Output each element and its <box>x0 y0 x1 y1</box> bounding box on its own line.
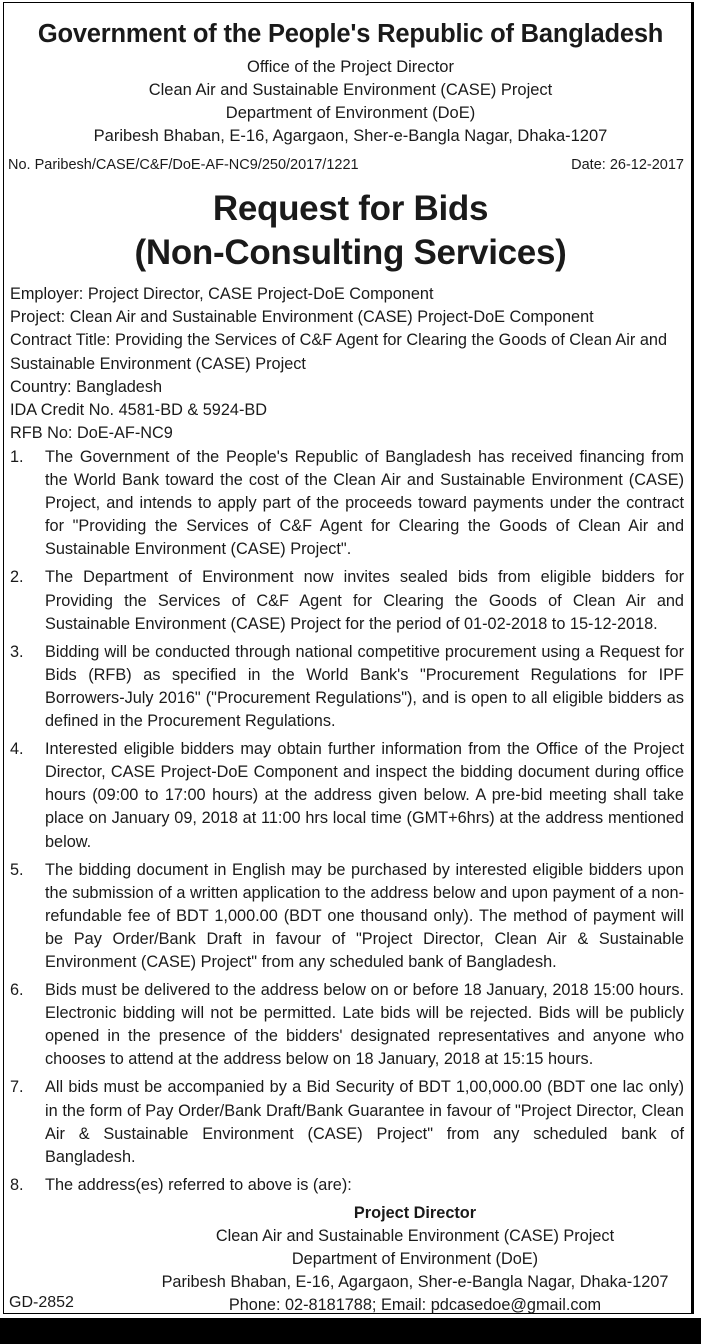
clause-item <box>10 1174 684 1197</box>
government-heading: Government of the People's Republic of Bangladesh <box>37 20 664 48</box>
clause-text: The bidding document in English may be purchased by interested eligible bidders upon the submission of a written application to the address below and upon payment of a non-refundable fee of BDT 1,000.00 (BDT one thousand only). The method of payment will be Pay Order/Bank Draft in favour of "Project Director, Clean Air & Sustainable Environment (CASE) Project" from any scheduled bank of Bangladesh. <box>45 860 684 971</box>
document-title: Request for Bids <box>212 189 489 228</box>
clause-number: 8. <box>10 1175 24 1194</box>
numbered-clauses <box>10 446 684 1202</box>
clause-item <box>10 446 684 561</box>
clause-text: Bidding will be conducted through national competitive procurement using a Request for Bids (RFB) as specified in the World Bank's "Procurement Regulations for IPF Borrowers-July 2016" ("Procurement Regulations"), and is open to all eligible bidders as defined in the Procurement Regulations. <box>45 642 684 731</box>
clause-number: 1. <box>10 448 24 466</box>
document-subtitle: (Non-Consulting Services) <box>134 233 567 272</box>
contact-department: Department of Environment (DoE) <box>291 1250 539 1268</box>
contact-phone-email: Phone: 02-8181788; Email: pdcasedoe@gmail.com <box>228 1296 602 1314</box>
ida-credit-line: IDA Credit No. 4581-BD & 5924-BD <box>10 401 268 420</box>
clause-number: 7. <box>10 1078 24 1097</box>
clause-text: The Government of the People's Republic of Bangladesh has received financing from the World Bank toward the cost of the Clean Air and Sustainable Environment (CASE) Project, and intends to apply part of the proceeds toward payments under the contract for "Providing the Services of C&F Agent for Clearing the Goods of Clean Air and Sustainable Environment (CASE) Project". <box>45 448 684 559</box>
clause-item <box>10 641 684 733</box>
country-line: Country: Bangladesh <box>10 377 163 396</box>
rfb-number-line: RFB No: DoE-AF-NC9 <box>10 424 173 443</box>
clause-number: 6. <box>10 981 24 1000</box>
clause-item <box>10 859 684 974</box>
notice-date: Date: 26-12-2017 <box>571 157 684 173</box>
clause-text: Interested eligible bidders may obtain further information from the Office of the Project Director, CASE Project-DoE Component and inspect the bidding document during office hours (09:00 to 17:00 hours) at the address given below. A pre-bid meeting shall take place on January 09, 2018 at 11:00 hrs local time (GMT+6hrs) at the address mentioned below. <box>45 740 684 851</box>
clause-item <box>10 738 684 853</box>
clause-number: 4. <box>10 740 24 759</box>
contract-title-line: Contract Title: Providing the Services of C&F Agent for Clearing the Goods of Clean Air and Sustainable Environment (CASE) Project <box>10 331 668 373</box>
clause-item <box>10 566 684 635</box>
clause-text: Bids must be delivered to the address below on or before 18 January, 2018 15:00 hours. Electronic bidding will not be permitted. Late bids will be rejected. Bids will be publicly opened in the presence of the bidders' designated representatives and anyone who chooses to attend at the address below on 18 January, 2018 at 15:15 hours. <box>45 981 684 1069</box>
department-line: Department of Environment (DoE) <box>225 104 476 122</box>
address-line: Paribesh Bhaban, E-16, Agargaon, Sher-e-Bangla Nagar, Dhaka-1207 <box>93 127 608 145</box>
project-name-line: Project: Clean Air and Sustainable Environment (CASE) Project-DoE Component <box>10 308 594 327</box>
clause-item <box>10 979 684 1071</box>
contact-project: Clean Air and Sustainable Environment (CASE) Project <box>215 1227 615 1245</box>
office-line: Office of the Project Director <box>247 58 454 76</box>
bid-metadata <box>10 283 688 445</box>
employer-line: Employer: Project Director, CASE Project-DoE Component <box>10 285 434 303</box>
clause-item <box>10 1076 684 1168</box>
clause-text: All bids must be accompanied by a Bid Security of BDT 1,00,000.00 (BDT one lac only) in the form of Pay Order/Bank Draft/Bank Guarantee in favour of "Project Director, Clean Air & Sustainable Environment (CASE) Project" from any scheduled bank of Bangladesh. <box>45 1078 684 1166</box>
clause-text: The Department of Environment now invites sealed bids from eligible bidders for Providing the Services of C&F Agent for Clearing the Goods of Clean Air and Sustainable Environment (CASE) Project for the period of 01-02-2018 to 15-12-2018. <box>45 568 684 633</box>
project-line: Clean Air and Sustainable Environment (CASE) Project <box>148 81 553 99</box>
contact-address: Paribesh Bhaban, E-16, Agargaon, Sher-e-Bangla Nagar, Dhaka-1207 <box>161 1273 669 1291</box>
clause-number: 3. <box>10 642 24 661</box>
reference-number: No. Paribesh/CASE/C&F/DoE-AF-NC9/250/2017/1221 <box>8 157 359 173</box>
contact-name: Project Director <box>353 1204 477 1222</box>
gd-code: GD-2852 <box>9 1294 74 1311</box>
bottom-black-bar <box>0 1318 701 1344</box>
clause-number: 5. <box>10 860 24 879</box>
clause-number: 2. <box>10 568 24 587</box>
clause-text: The address(es) referred to above is (are): <box>45 1175 352 1194</box>
